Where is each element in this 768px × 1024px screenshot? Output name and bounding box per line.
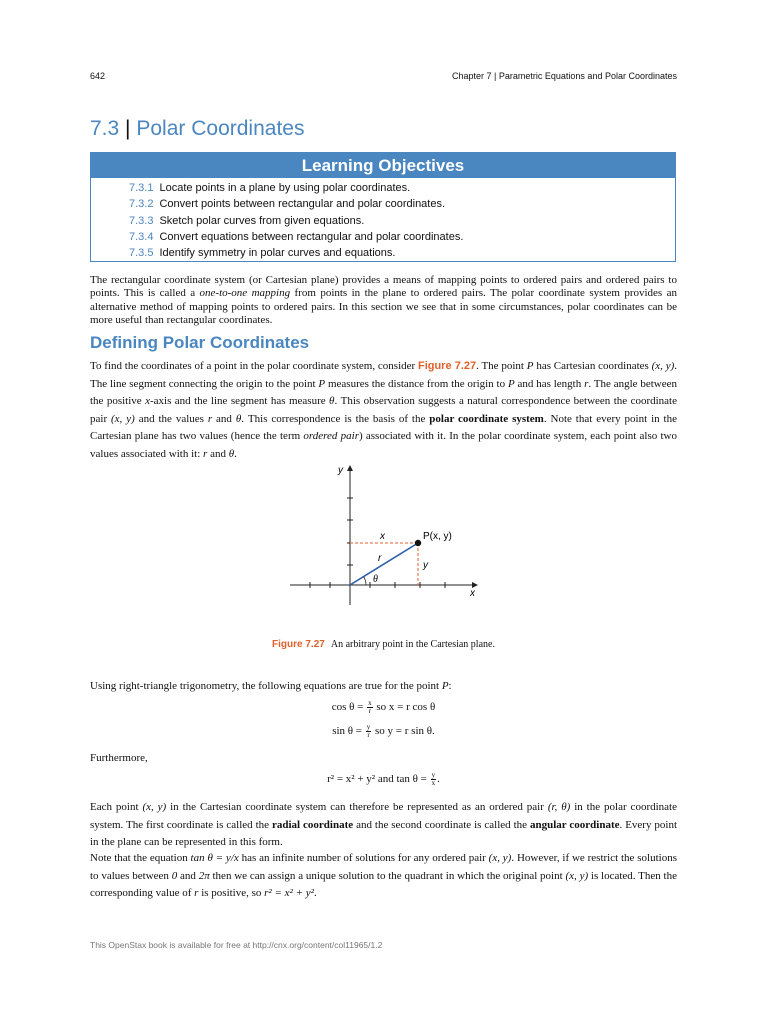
math-symbol: θ [329, 395, 335, 408]
text: is positive, so [198, 887, 265, 900]
text: in the Cartesian coordinate system can therefore be represented as an ordered pair [166, 801, 548, 813]
objective-item [129, 180, 675, 196]
text: and [212, 412, 236, 425]
x-axis-label: x [470, 588, 475, 599]
text: . Every point in the plane can be represented in this form. [90, 818, 678, 849]
equation-text: so y = r sin θ. [372, 725, 435, 738]
math-symbol: 0 [171, 869, 178, 882]
text: . The angle between the positive [90, 377, 678, 408]
intro-text: from points in the plane to ordered pairs. The polar coordinate system provides an alternative method of mapping points to ordered pairs. In this section we see that in some circumstances, polar coordinates can be more useful than rectangular coordinates. [90, 287, 677, 326]
fraction-denominator: r [368, 707, 372, 715]
text: : [448, 680, 452, 692]
equation-sin [90, 724, 677, 739]
text: and has length [514, 377, 585, 390]
fraction-denominator: r [367, 731, 370, 739]
math-symbol: θ [228, 447, 235, 460]
text: . This correspondence is the basis of the [241, 412, 430, 425]
theta-label: θ [373, 574, 378, 585]
text: . This observation suggests a natural correspondence between the coordinate pair [90, 395, 677, 425]
figure-caption-label: Figure 7.27 [272, 639, 325, 650]
learning-objectives-title: Learning Objectives [91, 153, 675, 178]
text: is located. Then the corresponding value of [90, 869, 677, 900]
text: has an infinite number of solutions for any ordered pair [238, 852, 489, 864]
section-title-text: Polar Coordinates [136, 117, 305, 140]
objective-text: Locate points in a plane by using polar coordinates. [159, 182, 411, 194]
objective-item [129, 245, 675, 261]
text: in the polar coordinate system. The first coordinate is called the [90, 801, 677, 831]
math-symbol: P [507, 377, 515, 390]
section-title [90, 117, 304, 141]
text: and the values [134, 412, 208, 425]
text: Using right-triangle trigonometry, the following equations are true for the point [90, 680, 442, 692]
text: Note that the equation [90, 852, 191, 864]
math-symbol: x [145, 395, 150, 408]
math-symbol: P [441, 680, 449, 692]
intro-italic-term: one-to-one mapping [199, 287, 291, 300]
math-symbol: (x, y) [565, 869, 589, 882]
math-symbol: (x, y) [142, 801, 167, 813]
theta-arc [364, 577, 366, 585]
text: To find the coordinates of a point in the polar coordinate system, consider [90, 360, 418, 372]
fraction-numerator: y [366, 723, 371, 731]
y-axis-label: y [338, 465, 343, 476]
math-symbol: 2π [198, 869, 210, 882]
bold-term: angular coordinate [529, 818, 620, 831]
math-symbol: r [207, 412, 213, 425]
text: and [207, 447, 229, 460]
text: . The line segment connecting the origin to the point [90, 360, 678, 390]
math-symbol: θ [235, 412, 242, 425]
point-p-marker [415, 540, 421, 546]
italic-term: ordered pair [303, 430, 359, 443]
section-separator: | [125, 117, 131, 140]
equation-text: . [437, 773, 440, 786]
intro-paragraph [90, 274, 677, 327]
footer-availability-note: This OpenStax book is available for free at http://cnx.org/content/col11965/1.2 [90, 940, 383, 950]
objective-number: 7.3.4 [129, 230, 154, 243]
objective-text: Identify symmetry in polar curves and equations. [159, 247, 396, 260]
objective-text: Convert points between rectangular and polar coordinates. [159, 198, 446, 211]
objective-text: Sketch polar curves from given equations. [159, 214, 365, 227]
intro-text: The rectangular coordinate system (or Cartesian plane) provides a means of mapping points to ordered pairs and ordered pairs to points. This is called a [90, 274, 677, 300]
trig-intro-paragraph [90, 680, 677, 693]
ordered-pair-paragraph [90, 799, 677, 852]
figure-reference-link[interactable]: Figure 7.27 [417, 360, 477, 372]
math-symbol: r [194, 887, 199, 900]
math-symbol: r² = x² + y² [264, 887, 314, 900]
equation-text: so x = r cos θ [373, 701, 436, 714]
objective-number: 7.3.3 [129, 214, 154, 227]
radius-segment [350, 543, 418, 585]
subsection-title: Defining Polar Coordinates [90, 333, 310, 352]
text: then we can assign a unique solution to the quadrant in which the original point [209, 869, 566, 882]
objective-number: 7.3.2 [129, 198, 154, 211]
figure-caption-text: An arbitrary point in the Cartesian plane. [330, 639, 495, 650]
text: . [313, 887, 317, 900]
running-head: Chapter 7 | Parametric Equations and Polar Coordinates [452, 71, 677, 81]
text: . [234, 447, 237, 460]
text: and the second coordinate is called the [353, 818, 530, 831]
text: ) associated with it. In the polar coordinate system, each point also two values associated with it: [90, 430, 677, 460]
math-symbol: (x, y) [651, 360, 675, 372]
equation-r-tan [90, 772, 677, 787]
objective-text: Convert equations between rectangular and polar coordinates. [159, 230, 464, 243]
math-symbol: (x, y) [488, 852, 512, 864]
y-distance-label: y [423, 560, 428, 571]
text: has Cartesian coordinates [533, 360, 652, 372]
tan-solutions-paragraph [90, 850, 677, 903]
text: . The point [476, 360, 527, 372]
math-symbol: r [584, 377, 589, 390]
figure-caption [90, 639, 677, 650]
objective-number: 7.3.1 [129, 182, 154, 194]
math-symbol: tan θ = y/x [190, 852, 239, 864]
radius-label: r [378, 553, 382, 564]
section-number: 7.3 [90, 117, 120, 140]
fraction-denominator: x [431, 779, 436, 787]
furthermore-text: Furthermore, [90, 752, 148, 764]
fraction-numerator: x [368, 699, 372, 707]
math-symbol: P [318, 377, 326, 390]
text: Each point [90, 801, 143, 813]
definition-paragraph [90, 358, 677, 464]
page-number: 642 [90, 71, 106, 81]
objective-item [129, 213, 675, 229]
objective-item [129, 196, 675, 212]
math-symbol: (r, θ) [547, 801, 571, 813]
text: and [177, 869, 199, 882]
learning-objectives-box [90, 152, 676, 262]
objective-number: 7.3.5 [129, 247, 154, 260]
equation-text: cos θ = [331, 701, 367, 714]
x-distance-label: x [380, 531, 385, 542]
math-symbol: r [203, 447, 208, 460]
fraction-numerator: y [431, 771, 436, 779]
text: . However, if we restrict the solutions to values between [90, 852, 678, 882]
equation-text: sin θ = [332, 725, 365, 738]
text: measures the distance from the origin to [325, 377, 508, 390]
math-symbol: P [526, 360, 534, 372]
bold-term: polar coordinate system [429, 412, 544, 425]
equation-text: r² = x² + y² and tan θ = [327, 773, 430, 786]
text: . Note that every point in the Cartesian plane has two values (hence the term [90, 412, 677, 443]
math-symbol: (x, y) [111, 412, 135, 425]
text: -axis and the line segment has measure [149, 395, 330, 408]
point-p-label: P(x, y) [423, 531, 452, 542]
cartesian-point-figure [280, 455, 490, 605]
objective-item [129, 229, 675, 245]
bold-term: radial coordinate [271, 818, 354, 831]
equation-cos [90, 700, 677, 715]
learning-objectives-list [91, 178, 675, 261]
